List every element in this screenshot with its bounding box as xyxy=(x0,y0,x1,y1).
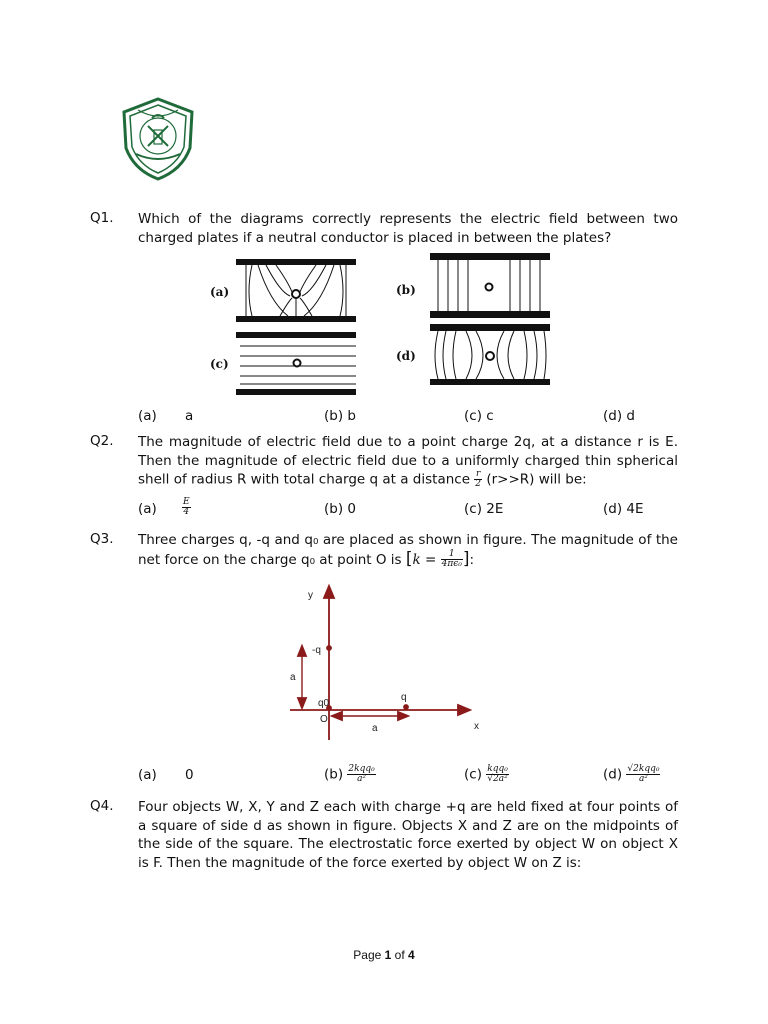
q2-option-d: (d) 4E xyxy=(603,501,644,517)
q3-option-c xyxy=(464,765,509,784)
q3-number: Q3. xyxy=(90,531,114,547)
q3-d-num: √2kqq₀ xyxy=(627,764,660,774)
diagram-d xyxy=(430,324,550,385)
q2-a-num: E xyxy=(183,497,190,507)
y-axis-label: y xyxy=(308,590,313,601)
q3-d-den: a² xyxy=(638,774,648,784)
q3-k-eq: k = xyxy=(412,551,437,568)
q1-option-b: (b) b xyxy=(324,408,356,424)
diagram-label-a: (a) xyxy=(210,285,230,299)
q3-b-label: (b) xyxy=(324,766,344,783)
footer-middle: of xyxy=(391,948,409,962)
q2-option-b: (b) 0 xyxy=(324,501,356,517)
q2-text xyxy=(138,433,678,489)
diagram-label-c: (c) xyxy=(210,357,229,371)
q4-number: Q4. xyxy=(90,798,114,814)
q3-c-den: √2a² xyxy=(487,774,508,784)
page-footer xyxy=(0,948,768,962)
q3-d-label: (d) xyxy=(603,766,623,783)
horizontal-a-label: a xyxy=(372,723,378,734)
q3-k-num: 1 xyxy=(441,550,463,560)
q1-option-a-label: (a) xyxy=(138,408,157,424)
diagram-label-d: (d) xyxy=(396,349,416,363)
q3-b-num: 2kqq₀ xyxy=(348,764,375,774)
q2-text-main: The magnitude of electric field due to a point charge 2q, at a distance r is E. Then the magnitude of electric field due to a uniformly charged thin spherical shell of radius R with total charge q at a distance xyxy=(138,434,678,488)
q3-text-tail: : xyxy=(469,551,475,568)
q2-distance-fraction xyxy=(474,470,482,489)
q2-text-tail: (r>>R) will be: xyxy=(486,471,587,488)
q2-option-a-value xyxy=(182,498,191,517)
q4-text: Four objects W, X, Y and Z each with charge +q are held fixed at four points of a square of side d as shown in figure. Objects X and Z are on the midpoints of the side of the square. The electrostatic force exerted by object W on object X is F. Then the magnitude of the force exerted by object W on Z is: xyxy=(138,799,678,871)
q2-frac-num: r xyxy=(476,469,481,479)
origin-label: O xyxy=(320,714,328,725)
q3-b-den: a² xyxy=(357,774,367,784)
footer-prefix: Page xyxy=(353,948,385,962)
footer-current-page: 1 xyxy=(384,948,392,962)
q1-number: Q1. xyxy=(90,210,114,226)
school-crest-logo xyxy=(118,96,198,182)
q2-option-c: (c) 2E xyxy=(464,501,504,517)
diagram-b xyxy=(430,253,550,318)
q1-field-diagrams xyxy=(200,252,570,402)
footer-total-pages: 4 xyxy=(408,948,415,962)
q3-c-num: kqq₀ xyxy=(487,764,508,774)
q3-text: Three charges q, -q and q₀ are placed as shown in figure. The magnitude of the net force on the charge q₀ at point O is [k = $\frac{1}{\text{4πϵ₀}}$ ]: xyxy=(138,532,678,569)
q1-option-a-value: a xyxy=(185,408,194,424)
q1-option-c: (c) c xyxy=(464,408,494,424)
q3-option-b xyxy=(324,765,376,784)
q1-text: Which of the diagrams correctly represents the electric field between two charged plates if a neutral conductor is placed in between the plates? xyxy=(138,211,678,246)
q3-option-d xyxy=(603,765,660,784)
diagram-c xyxy=(236,332,356,395)
q2-a-den: 4 xyxy=(183,507,190,517)
q1-option-d: (d) d xyxy=(603,408,635,424)
q3-c-label: (c) xyxy=(464,766,482,783)
q2-frac-den: 2 xyxy=(475,479,482,489)
diagram-a xyxy=(236,259,356,322)
q3-charge-figure xyxy=(280,582,500,742)
q0-label: q0 xyxy=(318,698,330,709)
q3-option-a-label: (a) xyxy=(138,767,157,783)
q2-number: Q2. xyxy=(90,433,114,449)
neg-charge-label: -q xyxy=(312,645,321,656)
x-axis-label: x xyxy=(474,721,479,732)
pos-charge-label: q xyxy=(401,692,407,703)
vertical-a-label: a xyxy=(290,672,296,683)
diagram-label-b: (b) xyxy=(396,283,416,297)
q3-option-a-value: 0 xyxy=(185,767,194,783)
q3-k-den: 4πϵ₀ xyxy=(441,559,462,569)
q3-text-main: Three charges q, -q and q₀ are placed as shown in figure. The magnitude of the net force on the charge q₀ at point O is xyxy=(138,532,678,568)
q2-option-a-label: (a) xyxy=(138,501,157,517)
q3-k-fraction xyxy=(441,550,463,569)
